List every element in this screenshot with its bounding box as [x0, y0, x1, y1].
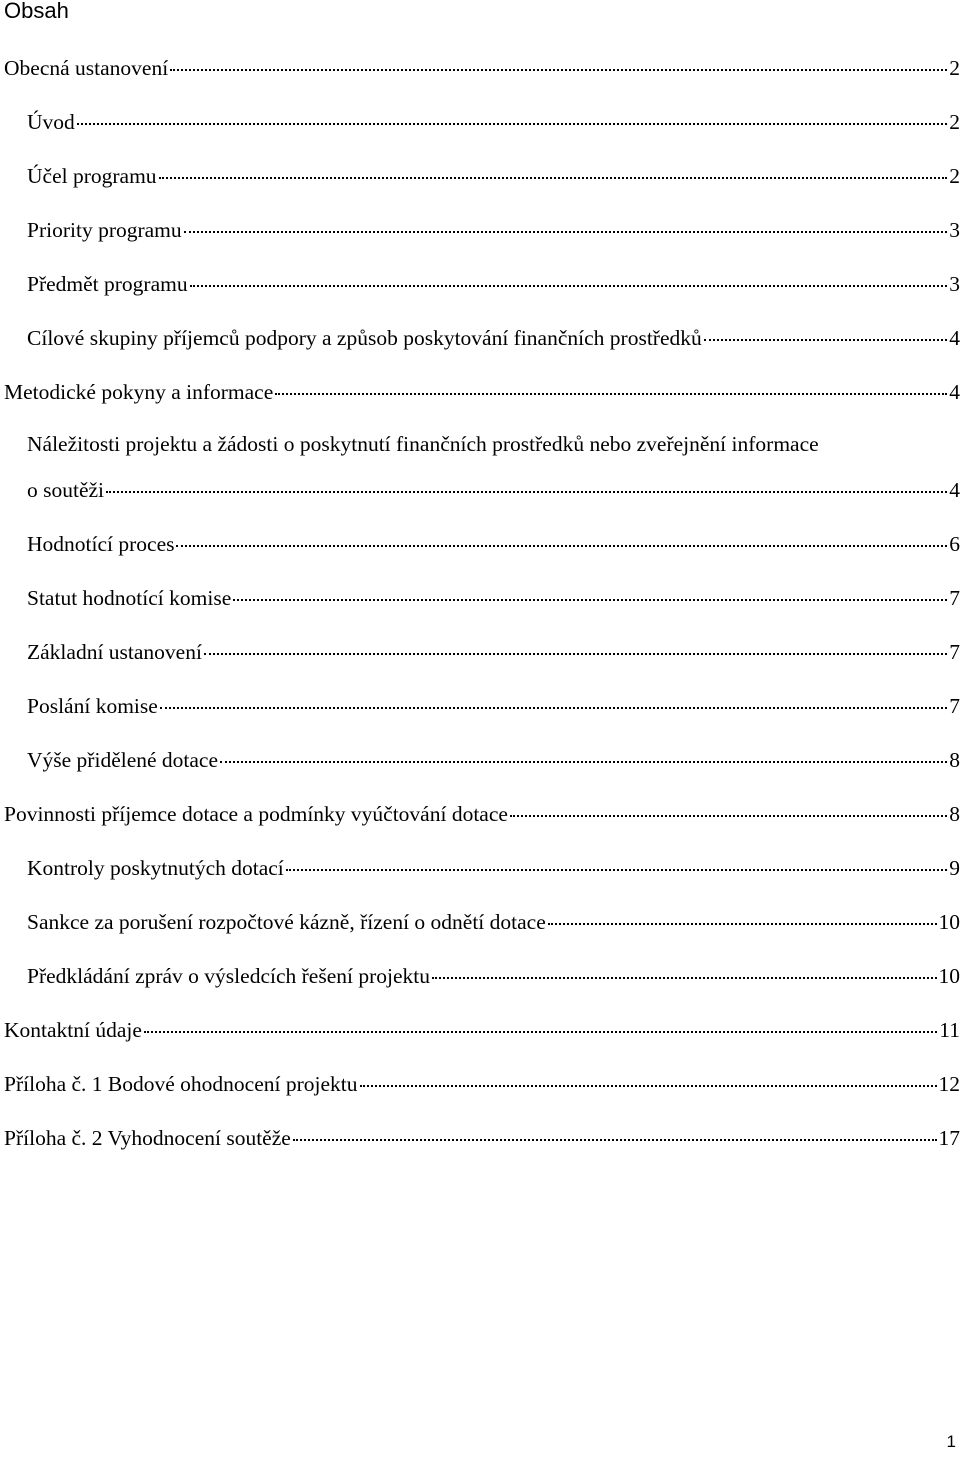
toc-leader-dots: [204, 631, 947, 655]
toc-leader-dots: [275, 371, 947, 395]
toc-leader-dots: [184, 209, 948, 233]
toc-entry-page: 7: [949, 694, 960, 718]
toc-entry[interactable]: [27, 581, 960, 613]
toc-entry-title: Priority programu: [27, 218, 182, 242]
toc-entry-page: 10: [938, 964, 960, 988]
toc-entry[interactable]: [4, 51, 960, 83]
toc-entry-title: Úvod: [27, 110, 75, 134]
toc-entry[interactable]: [27, 743, 960, 775]
toc-entry-title: Předmět programu: [27, 272, 188, 296]
toc-entry-page: 3: [949, 218, 960, 242]
toc-leader-dots: [548, 901, 937, 925]
toc-entry-title: o soutěži: [27, 478, 105, 502]
toc-entry-title-line1[interactable]: Náležitosti projektu a žádosti o poskytnutí finančních prostředků nebo zveřejnění informace: [27, 432, 819, 456]
toc-entry[interactable]: [27, 473, 960, 505]
toc-entry-page: 7: [949, 640, 960, 664]
toc-entry-page: 10: [938, 910, 960, 934]
toc-entry-title: Hodnotící proces: [27, 532, 175, 556]
toc-leader-dots: [190, 263, 948, 287]
toc-entry[interactable]: [27, 851, 960, 883]
toc-entry-page: 2: [949, 56, 960, 80]
toc-entry[interactable]: [27, 527, 960, 559]
toc-entry[interactable]: [4, 1013, 960, 1045]
toc-leader-dots: [170, 47, 947, 71]
toc-entry[interactable]: [27, 213, 960, 245]
toc-entry-page: 4: [949, 326, 960, 350]
toc-entry[interactable]: [27, 689, 960, 721]
toc-leader-dots: [144, 1009, 937, 1033]
toc-entry-title: Metodické pokyny a informace: [4, 380, 274, 404]
toc-leader-dots: [286, 847, 947, 871]
toc-entry-title: Kontroly poskytnutých dotací: [27, 856, 284, 880]
toc-leader-dots: [510, 793, 947, 817]
toc-entry-title: Příloha č. 2 Vyhodnocení soutěže: [4, 1126, 291, 1150]
page-number: 1: [946, 1432, 956, 1451]
toc-entry-page: 11: [939, 1018, 960, 1042]
toc-entry-page: 2: [949, 164, 960, 188]
toc-leader-dots: [704, 317, 948, 341]
toc-entry[interactable]: [27, 105, 960, 137]
toc-entry[interactable]: [27, 159, 960, 191]
toc-entry[interactable]: [4, 375, 960, 407]
toc-leader-dots: [233, 577, 947, 601]
toc-leader-dots: [160, 685, 947, 709]
toc-entry-page: 4: [949, 380, 960, 404]
toc-entry[interactable]: [4, 1121, 960, 1153]
toc-entry[interactable]: [27, 267, 960, 299]
toc-entry-title: Předkládání zpráv o výsledcích řešení projektu: [27, 964, 430, 988]
toc-leader-dots: [220, 739, 947, 763]
toc-entry-title: Kontaktní údaje: [4, 1018, 142, 1042]
toc-entry[interactable]: [4, 797, 960, 829]
toc-entry[interactable]: [27, 905, 960, 937]
toc-entry-title: Obecná ustanovení: [4, 56, 169, 80]
toc-entry-page: 17: [938, 1126, 960, 1150]
toc-entry[interactable]: [27, 959, 960, 991]
toc-entry-page: 7: [949, 586, 960, 610]
toc-entry-title: Sankce za porušení rozpočtové kázně, řízení o odnětí dotace: [27, 910, 546, 934]
toc-entry-page: 9: [949, 856, 960, 880]
toc-entry-page: 3: [949, 272, 960, 296]
toc-entry[interactable]: [27, 321, 960, 353]
toc-entry-title: Statut hodnotící komise: [27, 586, 232, 610]
toc-entry-page: 4: [949, 478, 960, 502]
toc-leader-dots: [159, 155, 948, 179]
toc-leader-dots: [176, 523, 947, 547]
toc-entry-title: Účel programu: [27, 164, 157, 188]
toc-leader-dots: [77, 101, 947, 125]
toc-entry-page: 8: [949, 802, 960, 826]
toc-entry-title: Příloha č. 1 Bodové ohodnocení projektu: [4, 1072, 358, 1096]
toc-entry-title: Cílové skupiny příjemců podpory a způsob poskytování finančních prostředků: [27, 326, 702, 350]
toc-entry-title: Základní ustanovení: [27, 640, 202, 664]
toc-entry[interactable]: [4, 1067, 960, 1099]
toc-entry-title: Poslání komise: [27, 694, 158, 718]
toc-entry-title: Výše přidělené dotace: [27, 748, 219, 772]
toc-leader-dots: [432, 955, 937, 979]
toc-entry-page: 2: [949, 110, 960, 134]
toc-leader-dots: [360, 1063, 937, 1087]
toc-entry-page: 12: [938, 1072, 960, 1096]
toc-entry-title: Povinnosti příjemce dotace a podmínky vyúčtování dotace: [4, 802, 508, 826]
toc-entry-page: 6: [949, 532, 960, 556]
toc-leader-dots: [293, 1117, 937, 1141]
toc-heading: Obsah: [4, 0, 69, 23]
toc-entry[interactable]: [27, 635, 960, 667]
toc-leader-dots: [106, 469, 947, 493]
toc-entry-page: 8: [949, 748, 960, 772]
